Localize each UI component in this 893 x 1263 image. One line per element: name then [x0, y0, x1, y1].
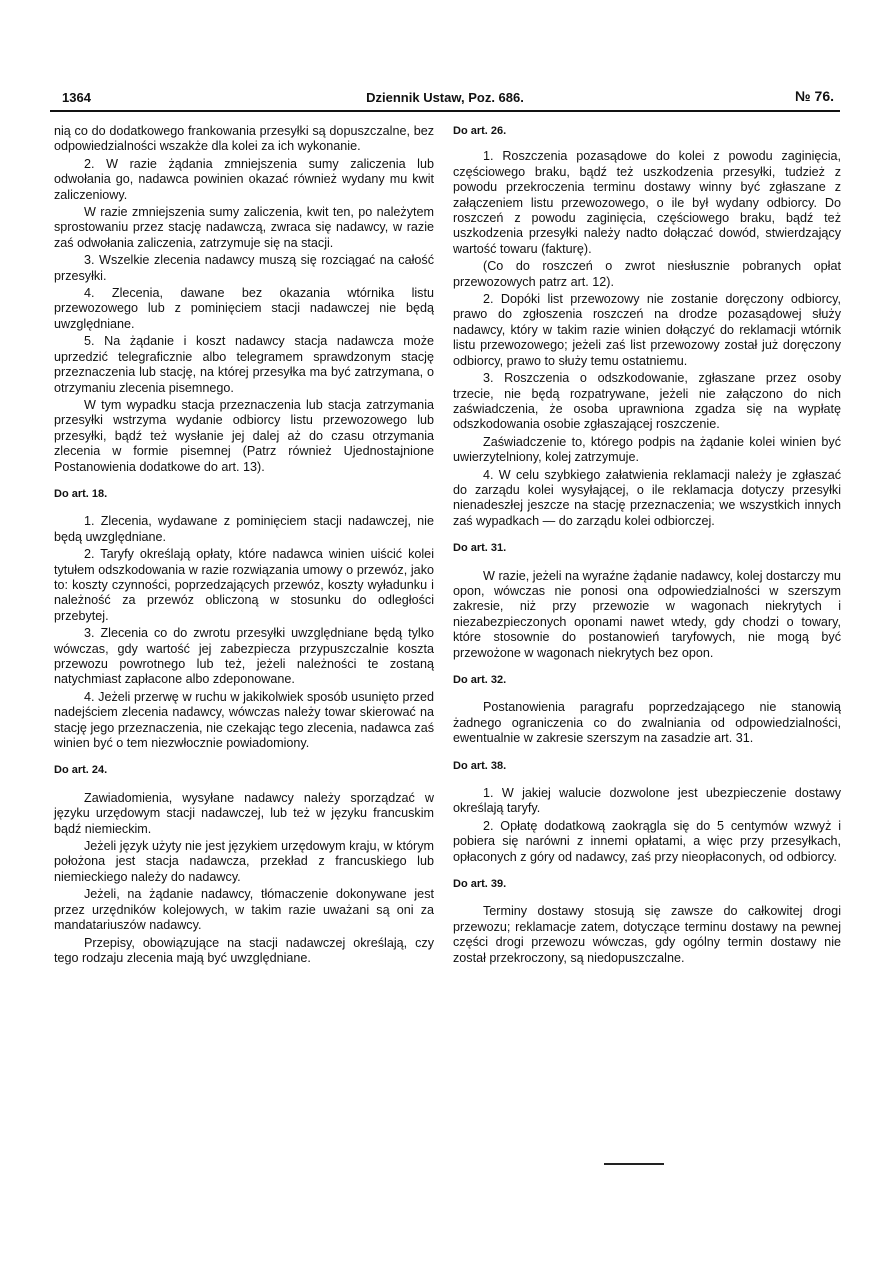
paragraph: 4. W celu szybkiego załatwienia reklamacji należy je zgłaszać do zarządu kolei wysyłającej, o ile reklamacja dotyczy przesyłki nienadeszłej jeszcze na stację przeznaczenia; we wszystkich innych zaś wypadkach — do zarządu kolei odbiorczej. — [453, 467, 841, 528]
paragraph: 1. W jakiej walucie dozwolone jest ubezpieczenie dostawy określają taryfy. — [453, 786, 841, 816]
section-heading: Do art. 38. — [453, 759, 507, 772]
paragraph: W razie zmniejszenia sumy zaliczenia, kwit ten, po należytem sprostowaniu przez stację nadawczą, zwraca się nadawcy, w razie zaś odwołania zaliczenia, zatrzymuje się na stacji. — [54, 205, 434, 250]
paragraph: 2. Dopóki list przewozowy nie zostanie doręczony odbiorcy, prawo do zgłoszenia roszczeń na drodze pozasądowej służy nadawcy, który w takim razie winien dołączyć do reklamacji wtórnik listu przewozowego; jeżeli zaś list przewozowy został już doręczony odbiorcy, prawo to służy temu ostatniemu. — [453, 292, 841, 368]
paragraph: 4. Zlecenia, dawane bez okazania wtórnika listu przewozowego lub z pominięciem stacji nadawczej nie będą uwzględniane. — [54, 286, 434, 331]
paragraph: 2. W razie żądania zmniejszenia sumy zaliczenia lub odwołania go, nadawca powinien okazać również wydany mu kwit zaliczeniowy. — [54, 156, 434, 202]
paragraph: Zawiadomienia, wysyłane nadawcy należy sporządzać w języku urzędowym stacji nadawczej, lub też w języku francuskim bądź niemieckim. — [54, 790, 434, 836]
page-number: 1364 — [62, 90, 91, 105]
paragraph: 3. Wszelkie zlecenia nadawcy muszą się rozciągać na całość przesyłki. — [54, 253, 434, 283]
paragraph: 2. Opłatę dodatkową zaokrągla się do 5 centymów wzwyż i pobiera się narówni z innemi opłatami, a więc przy przesyłkach, opłaconych z góry od nadawcy, zaś przy nieopłaconych, od odbiorcy. — [453, 818, 841, 864]
issue-number: № 76. — [795, 88, 834, 104]
section-heading: Do art. 26. — [453, 125, 507, 137]
paragraph: 2. Taryfy określają opłaty, które nadawca winien uiścić kolei tytułem odszkodowania w razie rozwiązania umowy o przewóz, jako to: koszty czynności, poprzedzających przewóz, koszty wyładunku i należność za przewóz obliczoną w stosunku do odległości przebytej. — [54, 547, 434, 623]
paragraph: Jeżeli język użyty nie jest językiem urzędowym kraju, w którym położona jest stacja nadawcza, przekład z francuskiego lub niemieckiego należy do nadawcy. — [54, 839, 434, 884]
paragraph: 3. Zlecenia co do zwrotu przesyłki uwzględniane będą tylko wówczas, gdy wartość jej zabezpiecza przypuszczalnie koszta przewozu powrotnego lub też, jeżeli należności te zostaną natychmiast zapłacone albo zdeponowane. — [54, 626, 434, 687]
paragraph: Postanowienia paragrafu poprzedzającego nie stanowią żadnego ograniczenia co do zwalniania od odpowiedzialności, ewentualnie w zakresie szerszym na zasadzie art. 31. — [453, 700, 841, 746]
paragraph: Jeżeli, na żądanie nadawcy, tłómaczenie dokonywane jest przez urzędników kolejowych, w takim razie uważani są oni za mandatariuszów nadawcy. — [54, 887, 434, 933]
paragraph: 4. Jeżeli przerwę w ruchu w jakikolwiek sposób usunięto przed nadejściem zlecenia nadawcy, wówczas należy towar skierować na stację jego przeznaczenia, nie czekając tego zlecenia, nadawca zaś winien być o tem niezwłocznie powiadomiony. — [54, 689, 434, 751]
page-header — [50, 88, 840, 112]
left-column — [54, 124, 434, 968]
paragraph: 5. Na żądanie i koszt nadawcy stacja nadawcza może uprzedzić telegraficznie albo telegramem sprawdzonym stację przeznaczenia lub stację, na której przesyłka ma być zatrzymana, o otrzymaniu zlecenia pisemnego. — [54, 334, 434, 395]
paragraph: 1. Roszczenia pozasądowe do kolei z powodu zaginięcia, częściowego braku, bądź też uszkodzenia przesyłki, tudzież z powodu przekroczenia terminu dostawy winny być zgłaszane z załączeniem listu przewozowego, o ile był wydany odbiorcy. Do roszczeń z powodu zaginięcia, częściowego braku, bądź też uszkodzenia przesyłki należy nadto dołączać dowód, stwierdzający wartość towaru (fakturę). — [453, 149, 841, 256]
end-rule — [604, 1163, 664, 1165]
paragraph: Przepisy, obowiązujące na stacji nadawczej określają, czy tego rodzaju zlecenia mają być uwzględniane. — [54, 935, 434, 965]
paragraph: Zaświadczenie to, którego podpis na żądanie kolei winien być uwierzytelniony, kolej zatrzymuje. — [453, 434, 841, 465]
journal-title: Dziennik Ustaw, Poz. 686. — [366, 90, 524, 105]
section-heading: Do art. 39. — [453, 878, 507, 891]
section-heading: Do art. 32. — [453, 674, 507, 686]
section-heading: Do art. 24. — [54, 764, 108, 777]
section-heading: Do art. 18. — [54, 487, 108, 500]
paragraph: W tym wypadku stacja przeznaczenia lub stacja zatrzymania przesyłki wstrzyma wydanie odbiorcy listu przewozowego lub przesyłki, bądź też wysłanie jej dalej aż do czasu otrzymania zlecenia w formie pisemnej (Patrz również Ujednostajnione Postanowienia dodatkowe do art. 13). — [54, 397, 434, 474]
paragraph: W razie, jeżeli na wyraźne żądanie nadawcy, kolej dostarczy mu opon, wówczas nie ponosi ona odpowiedzialności w szerszym zakresie, niż przy przewozie w wagonach niekrytych i niezabezpieczonych oponami nawet wtedy, gdy chodzi o towary, które stosownie do postanowień taryfowych, nie mogą być przewożone w wagonach niekrytych bez opon. — [453, 568, 841, 660]
paragraph: 3. Roszczenia o odszkodowanie, zgłaszane przez osoby trzecie, nie będą rozpatrywane, jeżeli nie załączono do nich zaświadczenia, że osoba uprawniona zgadza się na wypłatę odszkodowania osobie zgłaszającej roszczenie. — [453, 371, 841, 432]
paragraph: Terminy dostawy stosują się zawsze do całkowitej drogi przewozu; reklamacje zatem, dotyczące terminu dostawy na pewnej części drogi przewozu wówczas, gdy ogólny termin dostawy nie został przekroczony, są niedopuszczalne. — [453, 904, 841, 965]
section-heading: Do art. 31. — [453, 542, 507, 555]
paragraph: 1. Zlecenia, wydawane z pominięciem stacji nadawczej, nie będą uwzględniane. — [54, 514, 434, 544]
paragraph: nią co do dodatkowego frankowania przesyłki są dopuszczalne, bez odpowiedzialności wszakże dla kolei za ich wykonanie. — [54, 124, 434, 154]
paragraph: (Co do roszczeń o zwrot niesłusznie pobranych opłat przewozowych patrz art. 12). — [453, 259, 841, 289]
right-column — [453, 124, 841, 968]
